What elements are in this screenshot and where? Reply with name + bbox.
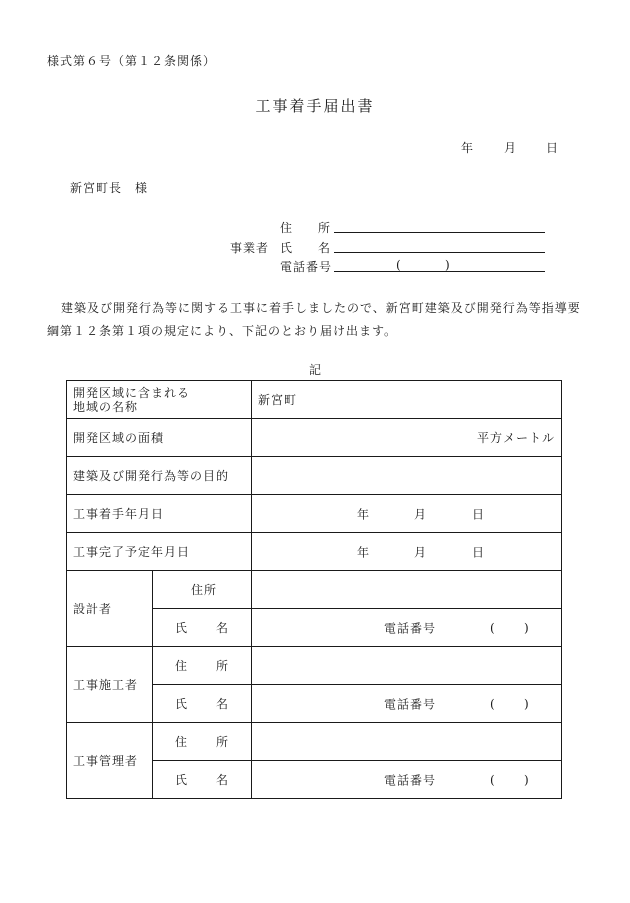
detail-table: [66, 380, 562, 799]
end-date-label: 工事完了予定年月日: [67, 533, 252, 571]
start-date-label: 工事着手年月日: [67, 495, 252, 533]
manager-phone-label: 電話番号: [384, 773, 437, 787]
designer-address-value[interactable]: [252, 571, 562, 609]
table-row: [67, 571, 562, 609]
table-row: [67, 381, 562, 419]
end-date-day: 日: [472, 545, 486, 559]
end-date-month: 月: [414, 545, 428, 559]
document-title: 工事着手届出書: [255, 97, 375, 115]
addressee: 新宮町長 様: [70, 181, 149, 195]
contractor-name-label: 氏 名: [153, 685, 252, 723]
manager-phone-paren-open: (: [490, 772, 496, 787]
body-text: 建築及び開発行為等に関する工事に着手しましたので、新宮町建築及び開発行為等指導要綱第１２条第１項の規定により、下記のとおり届け出ます。: [47, 301, 581, 338]
manager-name-label: 氏 名: [153, 761, 252, 799]
purpose-label: 建築及び開発行為等の目的: [67, 457, 252, 495]
table-row: [67, 647, 562, 685]
applicant-address-field[interactable]: [334, 232, 545, 233]
manager-phone-paren-close: ): [524, 772, 530, 787]
applicant-name-field[interactable]: [334, 252, 545, 253]
start-date-value[interactable]: [252, 495, 562, 533]
table-row: [67, 533, 562, 571]
applicant-phone-label: 電話番号: [280, 260, 333, 274]
start-date-month: 月: [414, 507, 428, 521]
area-name-value[interactable]: 新宮町: [252, 381, 562, 419]
ki-label: 記: [308, 363, 321, 377]
contractor-label: 工事施工者: [67, 647, 153, 723]
manager-address-label: 住 所: [153, 723, 252, 761]
applicant-phone-field[interactable]: [334, 271, 545, 272]
form-number: 様式第６号（第１２条関係）: [47, 54, 217, 68]
area-name-label: 開発区域に含まれる 地域の名称: [67, 381, 252, 419]
table-row: [67, 495, 562, 533]
designer-name-value[interactable]: [252, 609, 562, 647]
contractor-phone-label: 電話番号: [384, 697, 437, 711]
area-size-value[interactable]: [252, 419, 562, 457]
area-size-unit: 平方メートル: [477, 431, 556, 445]
start-date-year: 年: [357, 507, 371, 521]
contractor-phone-paren-close: ): [524, 696, 530, 711]
applicant-phone-paren-open: (: [396, 258, 401, 272]
manager-address-value[interactable]: [252, 723, 562, 761]
applicant-phone-paren-close: ): [445, 258, 450, 272]
purpose-value[interactable]: [252, 457, 562, 495]
manager-label: 工事管理者: [67, 723, 153, 799]
contractor-address-label: 住 所: [153, 647, 252, 685]
contractor-address-value[interactable]: [252, 647, 562, 685]
table-row: [67, 457, 562, 495]
start-date-day: 日: [472, 507, 486, 521]
manager-name-value[interactable]: [252, 761, 562, 799]
date-month-label: 月: [504, 141, 517, 155]
date-day-label: 日: [546, 141, 559, 155]
contractor-phone-paren-open: (: [490, 696, 496, 711]
table-row: [67, 419, 562, 457]
designer-address-label: 住 所: [153, 571, 252, 609]
applicant-address-label-a: 住: [280, 221, 293, 235]
designer-phone-paren-close: ): [524, 620, 530, 635]
designer-name-label: 氏 名: [153, 609, 252, 647]
end-date-value[interactable]: [252, 533, 562, 571]
contractor-name-value[interactable]: [252, 685, 562, 723]
applicant-address-label-b: 所: [318, 221, 331, 235]
date-year-label: 年: [461, 141, 474, 155]
applicant-role-label: 事業者: [230, 241, 270, 255]
applicant-name-label-b: 名: [318, 241, 331, 255]
designer-phone-label: 電話番号: [384, 621, 437, 635]
applicant-name-label-a: 氏: [280, 241, 293, 255]
end-date-year: 年: [357, 545, 371, 559]
designer-phone-paren-open: (: [490, 620, 496, 635]
area-size-label: 開発区域の面積: [67, 419, 252, 457]
designer-label: 設計者: [67, 571, 153, 647]
table-row: [67, 723, 562, 761]
